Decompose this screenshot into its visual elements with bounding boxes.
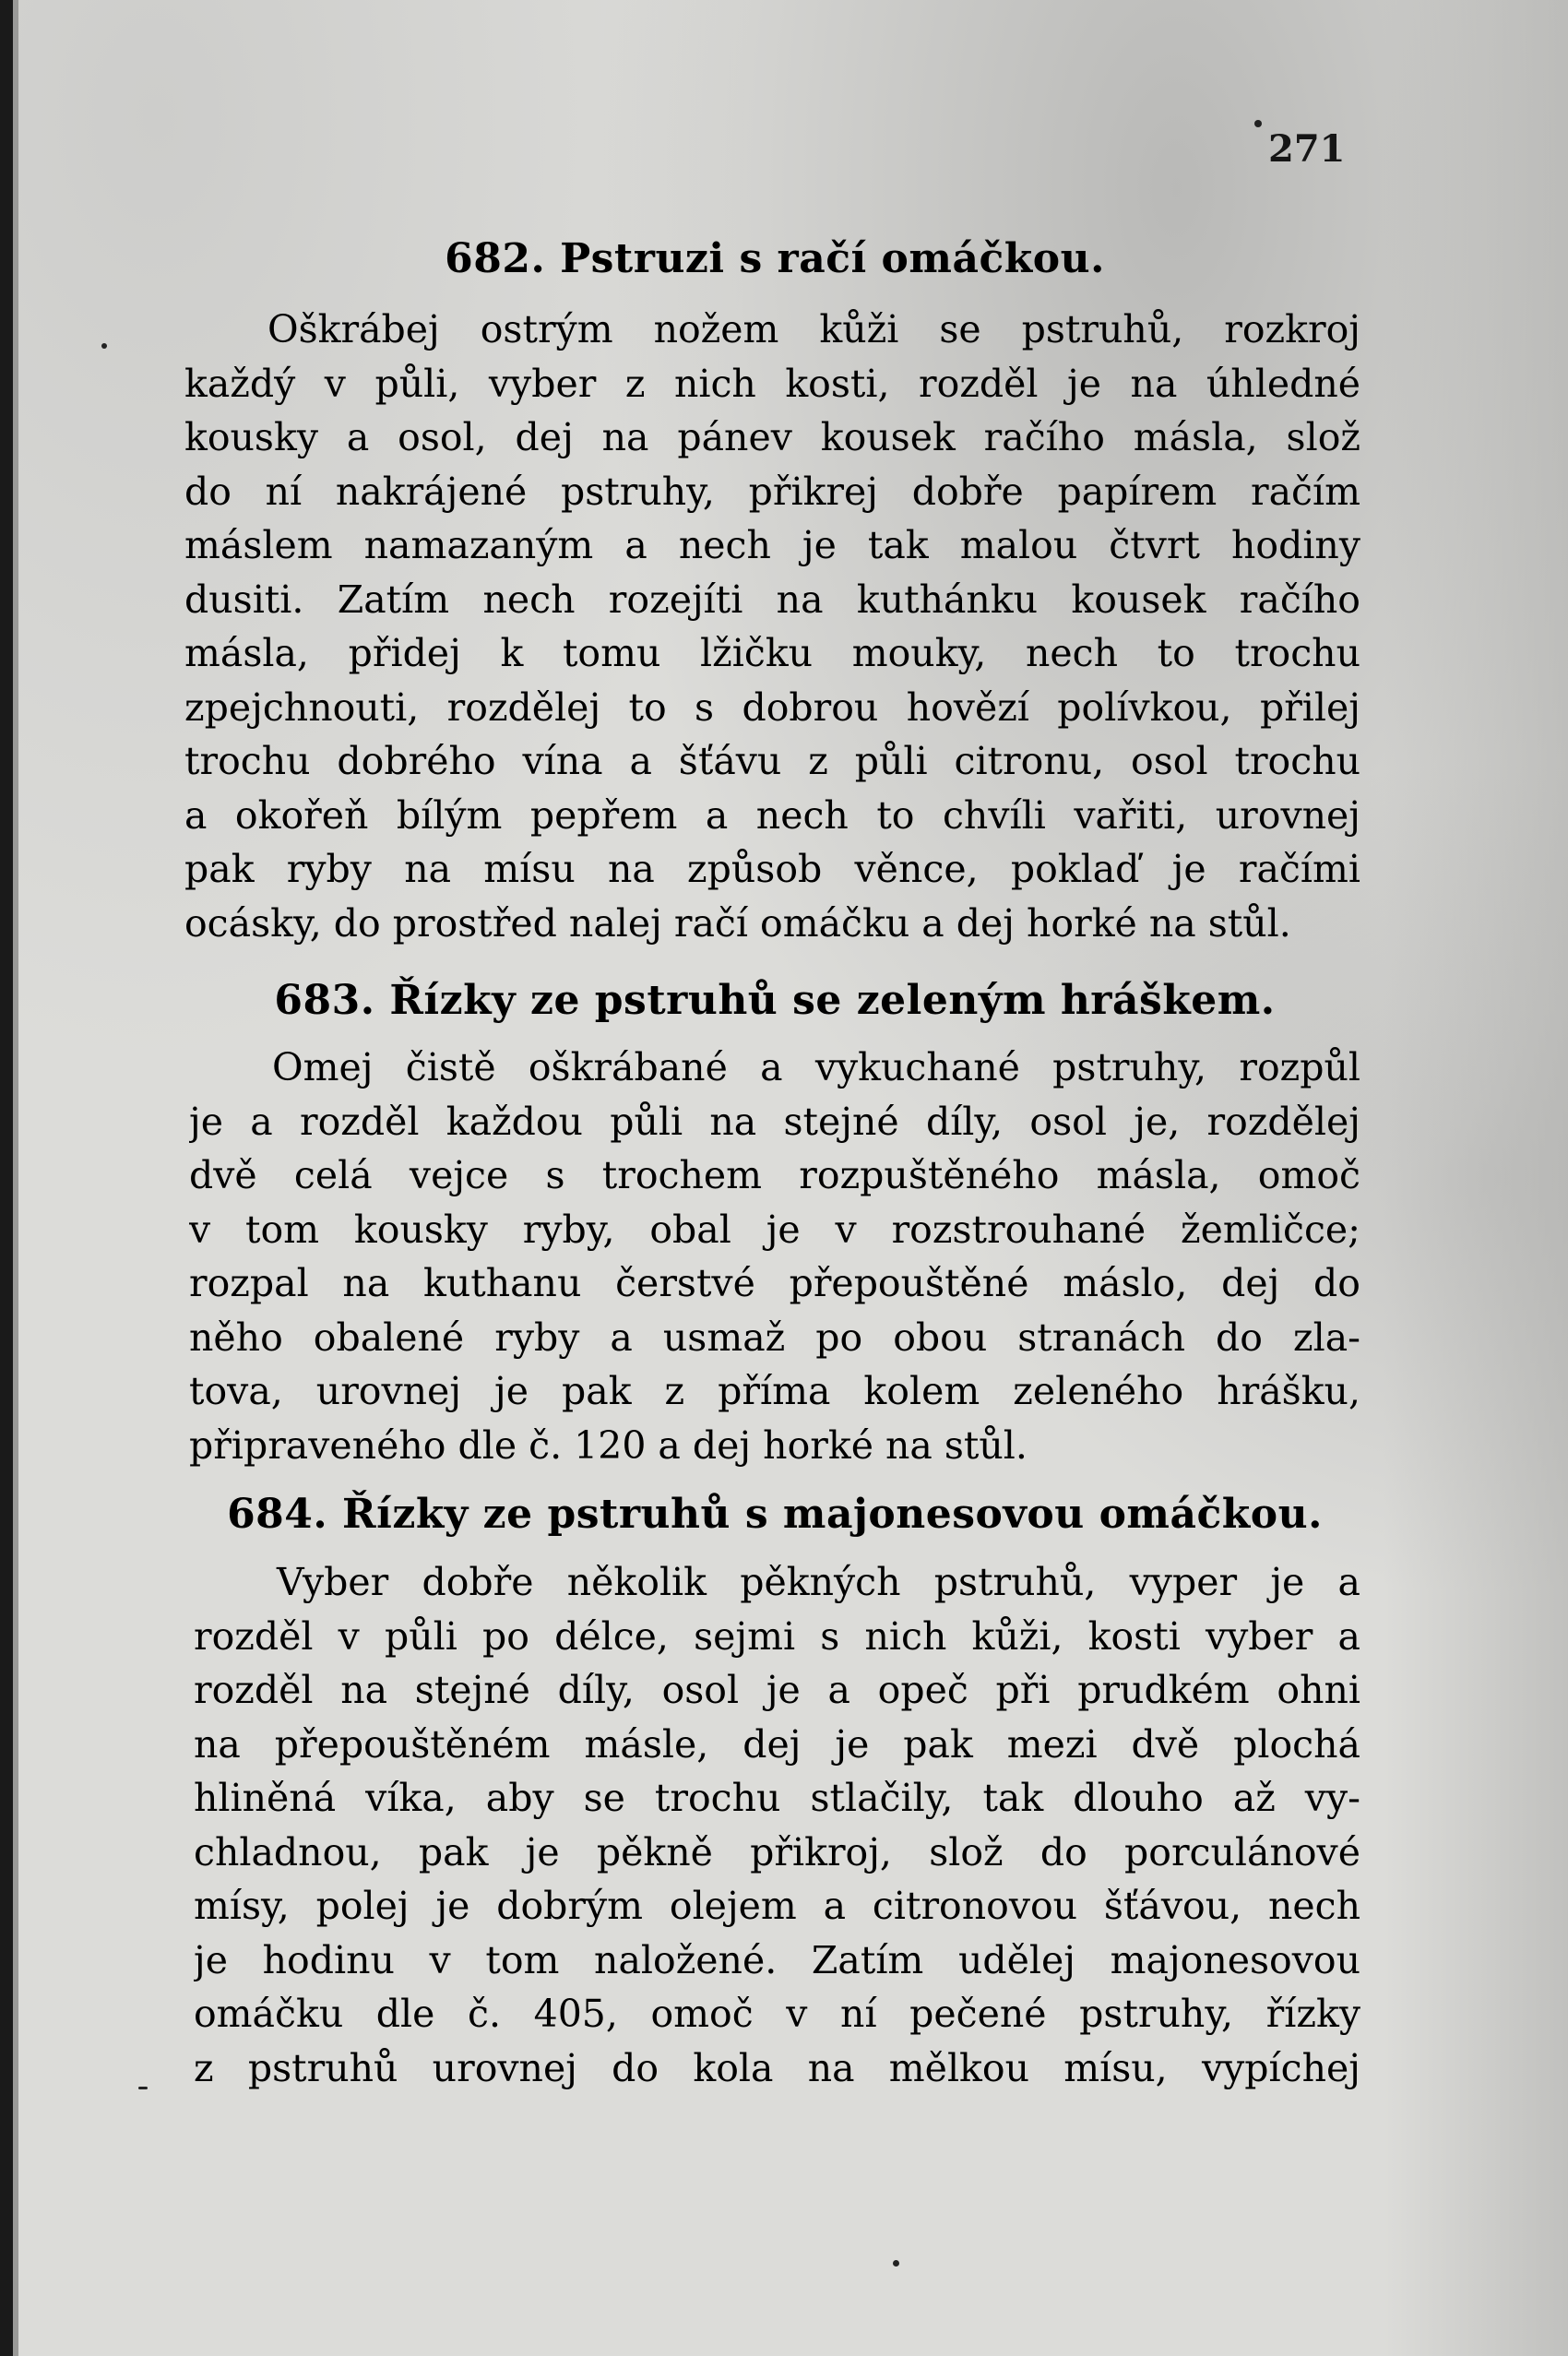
text-line: rozpal na kuthanu čerstvé přepouštěné máslo, dej do	[189, 1261, 1360, 1305]
text-line: ocásky, do prostřed nalej račí omáčku a dej horké na stůl.	[184, 900, 1291, 946]
page-left-edge	[0, 0, 13, 2356]
text-line: je hodinu v tom naložené. Zatím udělej majonesovou	[194, 1937, 1360, 1982]
text-line: omáčku dle č. 405, omoč v ní pečené pstruhy, řízky	[194, 1992, 1360, 2036]
text-line: a okořeň bílým pepřem a nech to chvíli vařiti, urovnej	[184, 792, 1360, 838]
text-line: Omej čistě oškrábané a vykuchané pstruhy, rozpůl	[272, 1045, 1360, 1089]
text-line: na přepouštěném másle, dej je pak mezi dvě plochá	[194, 1721, 1360, 1767]
print-speck	[893, 2260, 899, 2267]
text-line: připraveného dle č. 120 a dej horké na stůl.	[189, 1422, 1028, 1468]
text-line: tova, urovnej je pak z příma kolem zeleného hrášku,	[189, 1369, 1360, 1413]
text-line: Vyber dobře několik pěkných pstruhů, vyper je a	[277, 1560, 1360, 1604]
text-line: dusiti. Zatím nech rozejíti na kuthánku kousek račího	[184, 577, 1360, 622]
print-speck	[138, 2087, 148, 2089]
text-line: je a rozděl každou půli na stejné díly, osol je, rozdělej	[189, 1099, 1360, 1144]
text-line: mísy, polej je dobrým olejem a citronovou šťávou, nech	[194, 1884, 1360, 1928]
text-line: rozděl v půli po délce, sejmi s nich kůži, kosti vyber a	[194, 1613, 1360, 1659]
section-body-684	[194, 1555, 1360, 2095]
text-line: máslem namazaným a nech je tak malou čtvrt hodiny	[184, 523, 1360, 567]
text-line: chladnou, pak je pěkně přikroj, slož do porculánové	[194, 1829, 1360, 1874]
text-line: hliněná víka, aby se trochu stlačily, tak dlouho až vy-	[194, 1776, 1360, 1820]
section-heading-683: 683. Řízky ze pstruhů se zeleným hráškem.	[274, 977, 1276, 1024]
text-line: z pstruhů urovnej do kola na mělkou mísu, vypíchej	[194, 2045, 1360, 2090]
page-left-edge-shadow	[13, 0, 18, 2356]
section-body-683	[189, 1041, 1360, 1472]
text-line: kousky a osol, dej na pánev kousek račího másla, slož	[184, 415, 1360, 459]
page-number: 271	[1268, 127, 1346, 171]
section-heading-684: 684. Řízky ze pstruhů s majonesovou omáčkou.	[227, 1491, 1323, 1538]
text-line: do ní nakrájené pstruhy, přikrej dobře papírem račím	[184, 469, 1360, 514]
text-line: másla, přidej k tomu lžičku mouky, nech to trochu	[184, 631, 1360, 675]
text-line: trochu dobrého vína a šťávu z půli citronu, osol trochu	[184, 739, 1360, 783]
page-right-shading	[1384, 0, 1568, 2356]
text-line: zpejchnouti, rozdělej to s dobrou hovězí polívkou, přilej	[184, 684, 1360, 730]
section-body-682	[184, 303, 1360, 950]
text-line: rozděl na stejné díly, osol je a opeč při prudkém ohni	[194, 1668, 1360, 1712]
section-heading-682: 682. Pstruzi s račí omáčkou.	[445, 235, 1105, 282]
text-line: Oškrábej ostrým nožem kůži se pstruhů, rozkroj	[267, 307, 1360, 351]
text-line: pak ryby na mísu na způsob věnce, poklaď je račími	[184, 847, 1360, 891]
text-line: dvě celá vejce s trochem rozpuštěného másla, omoč	[189, 1153, 1360, 1197]
print-speck	[1254, 120, 1262, 127]
text-line: v tom kousky ryby, obal je v rozstrouhané žemličce;	[189, 1207, 1360, 1252]
print-speck	[101, 343, 107, 349]
text-line: něho obalené ryby a usmaž po obou stranách do zla-	[189, 1315, 1360, 1360]
text-line: každý v půli, vyber z nich kosti, rozděl je na úhledné	[184, 361, 1360, 406]
